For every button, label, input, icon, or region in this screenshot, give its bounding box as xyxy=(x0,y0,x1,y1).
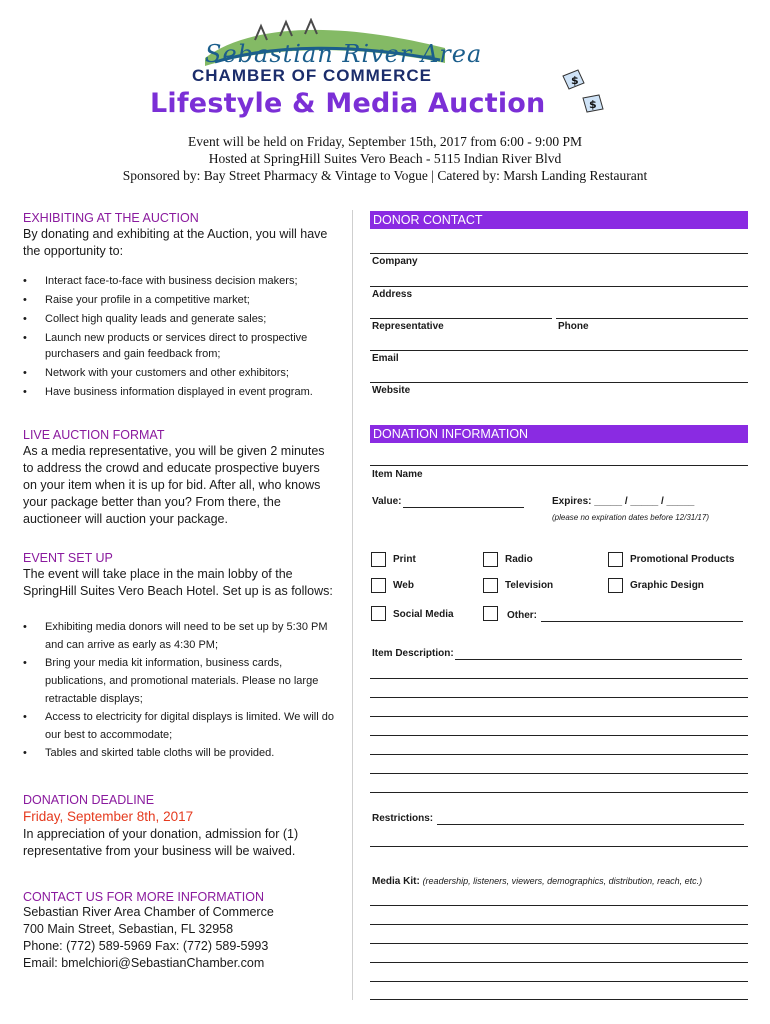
social-media-checkbox[interactable] xyxy=(371,606,386,621)
restrictions-line[interactable] xyxy=(370,846,748,847)
live-auction-text: As a media representative, you will be given 2 minutes to address the crowd and educate prospective buyers on your item when it is up for bid. After all, who knows your package better than you? From there, the auctioneer will auction your package. xyxy=(23,444,325,526)
list-item: • Access to electricity for digital displays is limited. We will do our best to accommodate; xyxy=(23,708,338,744)
dollar-tag-icon xyxy=(580,92,606,114)
dollar-tag-icon xyxy=(560,68,586,90)
radio-label: Radio xyxy=(505,554,533,565)
item-description-line[interactable] xyxy=(370,678,748,679)
list-item: • Bring your media kit information, business cards, publications, and promotional materials. Please no large retractable displays; xyxy=(23,654,338,708)
contact-email: Email: bmelchiori@SebastianChamber.com xyxy=(23,956,265,970)
radio-checkbox[interactable] xyxy=(483,552,498,567)
other-field[interactable] xyxy=(541,621,743,622)
representative-field[interactable] xyxy=(370,318,552,319)
exhibiting-section xyxy=(23,211,343,400)
deadline-section xyxy=(23,793,323,860)
media-kit-line[interactable] xyxy=(370,905,748,906)
media-kit-line[interactable] xyxy=(370,962,748,963)
dollar-sign: $ xyxy=(571,74,579,87)
event-date-line: Event will be held on Friday, September 15th, 2017 from 6:00 - 9:00 PM xyxy=(188,134,582,149)
event-setup-text: The event will take place in the main lobby of the SpringHill Suites Vero Beach Hotel. Set up is as follows: xyxy=(23,567,333,598)
item-name-field[interactable] xyxy=(370,465,748,466)
media-kit-line[interactable] xyxy=(370,981,748,982)
television-checkbox[interactable] xyxy=(483,578,498,593)
contact-phone: Phone: (772) 589-5969 Fax: (772) 589-5993 xyxy=(23,939,269,953)
phone-label: Phone xyxy=(558,321,589,332)
item-description-line[interactable] xyxy=(370,735,748,736)
exhibiting-intro: By donating and exhibiting at the Auction, you will have the opportunity to: xyxy=(23,227,328,258)
website-label: Website xyxy=(372,385,411,396)
live-auction-title: LIVE AUCTION FORMAT xyxy=(23,428,165,442)
deadline-date: Friday, September 8th, 2017 xyxy=(23,809,194,824)
item-name-label: Item Name xyxy=(372,469,423,480)
phone-field[interactable] xyxy=(556,318,748,319)
value-field[interactable] xyxy=(403,507,524,508)
deadline-title: DONATION DEADLINE xyxy=(23,793,155,807)
list-item: • Interact face-to-face with business decision makers; xyxy=(23,273,323,289)
media-kit-line[interactable] xyxy=(370,943,748,944)
media-kit-label xyxy=(372,876,702,887)
item-description-field[interactable] xyxy=(455,659,742,660)
address-field[interactable] xyxy=(370,286,748,287)
contact-section xyxy=(23,890,343,972)
address-label: Address xyxy=(372,289,413,300)
promotional-products-label: Promotional Products xyxy=(630,554,735,565)
item-description-line[interactable] xyxy=(370,716,748,717)
website-field[interactable] xyxy=(370,382,748,383)
contact-title: CONTACT US FOR MORE INFORMATION xyxy=(23,890,264,904)
list-item: • Launch new products or services direct to prospective purchasers and gain feedback from; xyxy=(23,330,323,362)
company-field[interactable] xyxy=(370,253,748,254)
item-description-line[interactable] xyxy=(370,773,748,774)
media-kit-label-text: Media Kit: xyxy=(372,876,420,887)
item-description-line[interactable] xyxy=(370,697,748,698)
list-item: • Collect high quality leads and generate sales; xyxy=(23,311,323,327)
social-media-label: Social Media xyxy=(393,609,454,620)
graphic-design-checkbox[interactable] xyxy=(608,578,623,593)
deadline-text: In appreciation of your donation, admission for (1) representative from your business will be waived. xyxy=(23,827,299,858)
live-auction-section xyxy=(23,428,331,528)
value-label: Value: xyxy=(372,496,402,507)
event-host-line: Hosted at SpringHill Suites Vero Beach - 5115 Indian River Blvd xyxy=(208,151,562,166)
event-sponsor-line: Sponsored by: Bay Street Pharmacy & Vintage to Vogue | Catered by: Marsh Landing Restaurant xyxy=(122,168,648,183)
list-item: • Tables and skirted table cloths will be provided. xyxy=(23,744,338,762)
promotional-products-checkbox[interactable] xyxy=(608,552,623,567)
event-title: Lifestyle & Media Auction xyxy=(150,88,546,119)
email-field[interactable] xyxy=(370,350,748,351)
item-description-line[interactable] xyxy=(370,792,748,793)
event-setup-bullet-list xyxy=(23,618,338,762)
dollar-sign: $ xyxy=(589,98,597,111)
media-kit-line[interactable] xyxy=(370,924,748,925)
exhibiting-bullet-list xyxy=(23,273,323,400)
column-divider xyxy=(352,210,353,1000)
logo-script-text: Sebastian River Area xyxy=(205,40,483,68)
restrictions-field[interactable] xyxy=(437,824,744,825)
print-checkbox[interactable] xyxy=(371,552,386,567)
company-label: Company xyxy=(372,256,418,267)
event-setup-title: EVENT SET UP xyxy=(23,551,113,565)
list-item: • Have business information displayed in event program. xyxy=(23,384,323,400)
restrictions-label: Restrictions: xyxy=(372,813,434,824)
expiration-note: (please no expiration dates before 12/31/17) xyxy=(552,513,709,522)
print-label: Print xyxy=(393,554,416,565)
television-label: Television xyxy=(505,580,554,591)
contact-org: Sebastian River Area Chamber of Commerce xyxy=(23,905,274,919)
list-item: • Exhibiting media donors will need to be set up by 5:30 PM and can arrive as early as 4:30 PM; xyxy=(23,618,338,654)
email-label: Email xyxy=(372,353,399,364)
list-item: • Raise your profile in a competitive market; xyxy=(23,292,323,308)
donor-contact-header: DONOR CONTACT xyxy=(370,211,748,229)
item-description-label: Item Description: xyxy=(372,648,454,659)
event-setup-section xyxy=(23,551,338,762)
item-description-line[interactable] xyxy=(370,754,748,755)
donation-info-header: DONATION INFORMATION xyxy=(370,425,748,443)
expires-field[interactable]: Expires: _____ / _____ / _____ xyxy=(552,496,695,507)
web-label: Web xyxy=(393,580,414,591)
representative-label: Representative xyxy=(372,321,444,332)
other-label: Other: xyxy=(507,610,537,621)
exhibiting-title: EXHIBITING AT THE AUCTION xyxy=(23,211,199,225)
list-item: • Network with your customers and other exhibitors; xyxy=(23,365,323,381)
media-kit-note: (readership, listeners, viewers, demographics, distribution, reach, etc.) xyxy=(422,876,703,886)
web-checkbox[interactable] xyxy=(371,578,386,593)
graphic-design-label: Graphic Design xyxy=(630,580,704,591)
other-checkbox[interactable] xyxy=(483,606,498,621)
contact-address: 700 Main Street, Sebastian, FL 32958 xyxy=(23,922,234,936)
media-kit-line[interactable] xyxy=(370,999,748,1000)
logo-chamber-text: CHAMBER OF COMMERCE xyxy=(192,66,432,85)
